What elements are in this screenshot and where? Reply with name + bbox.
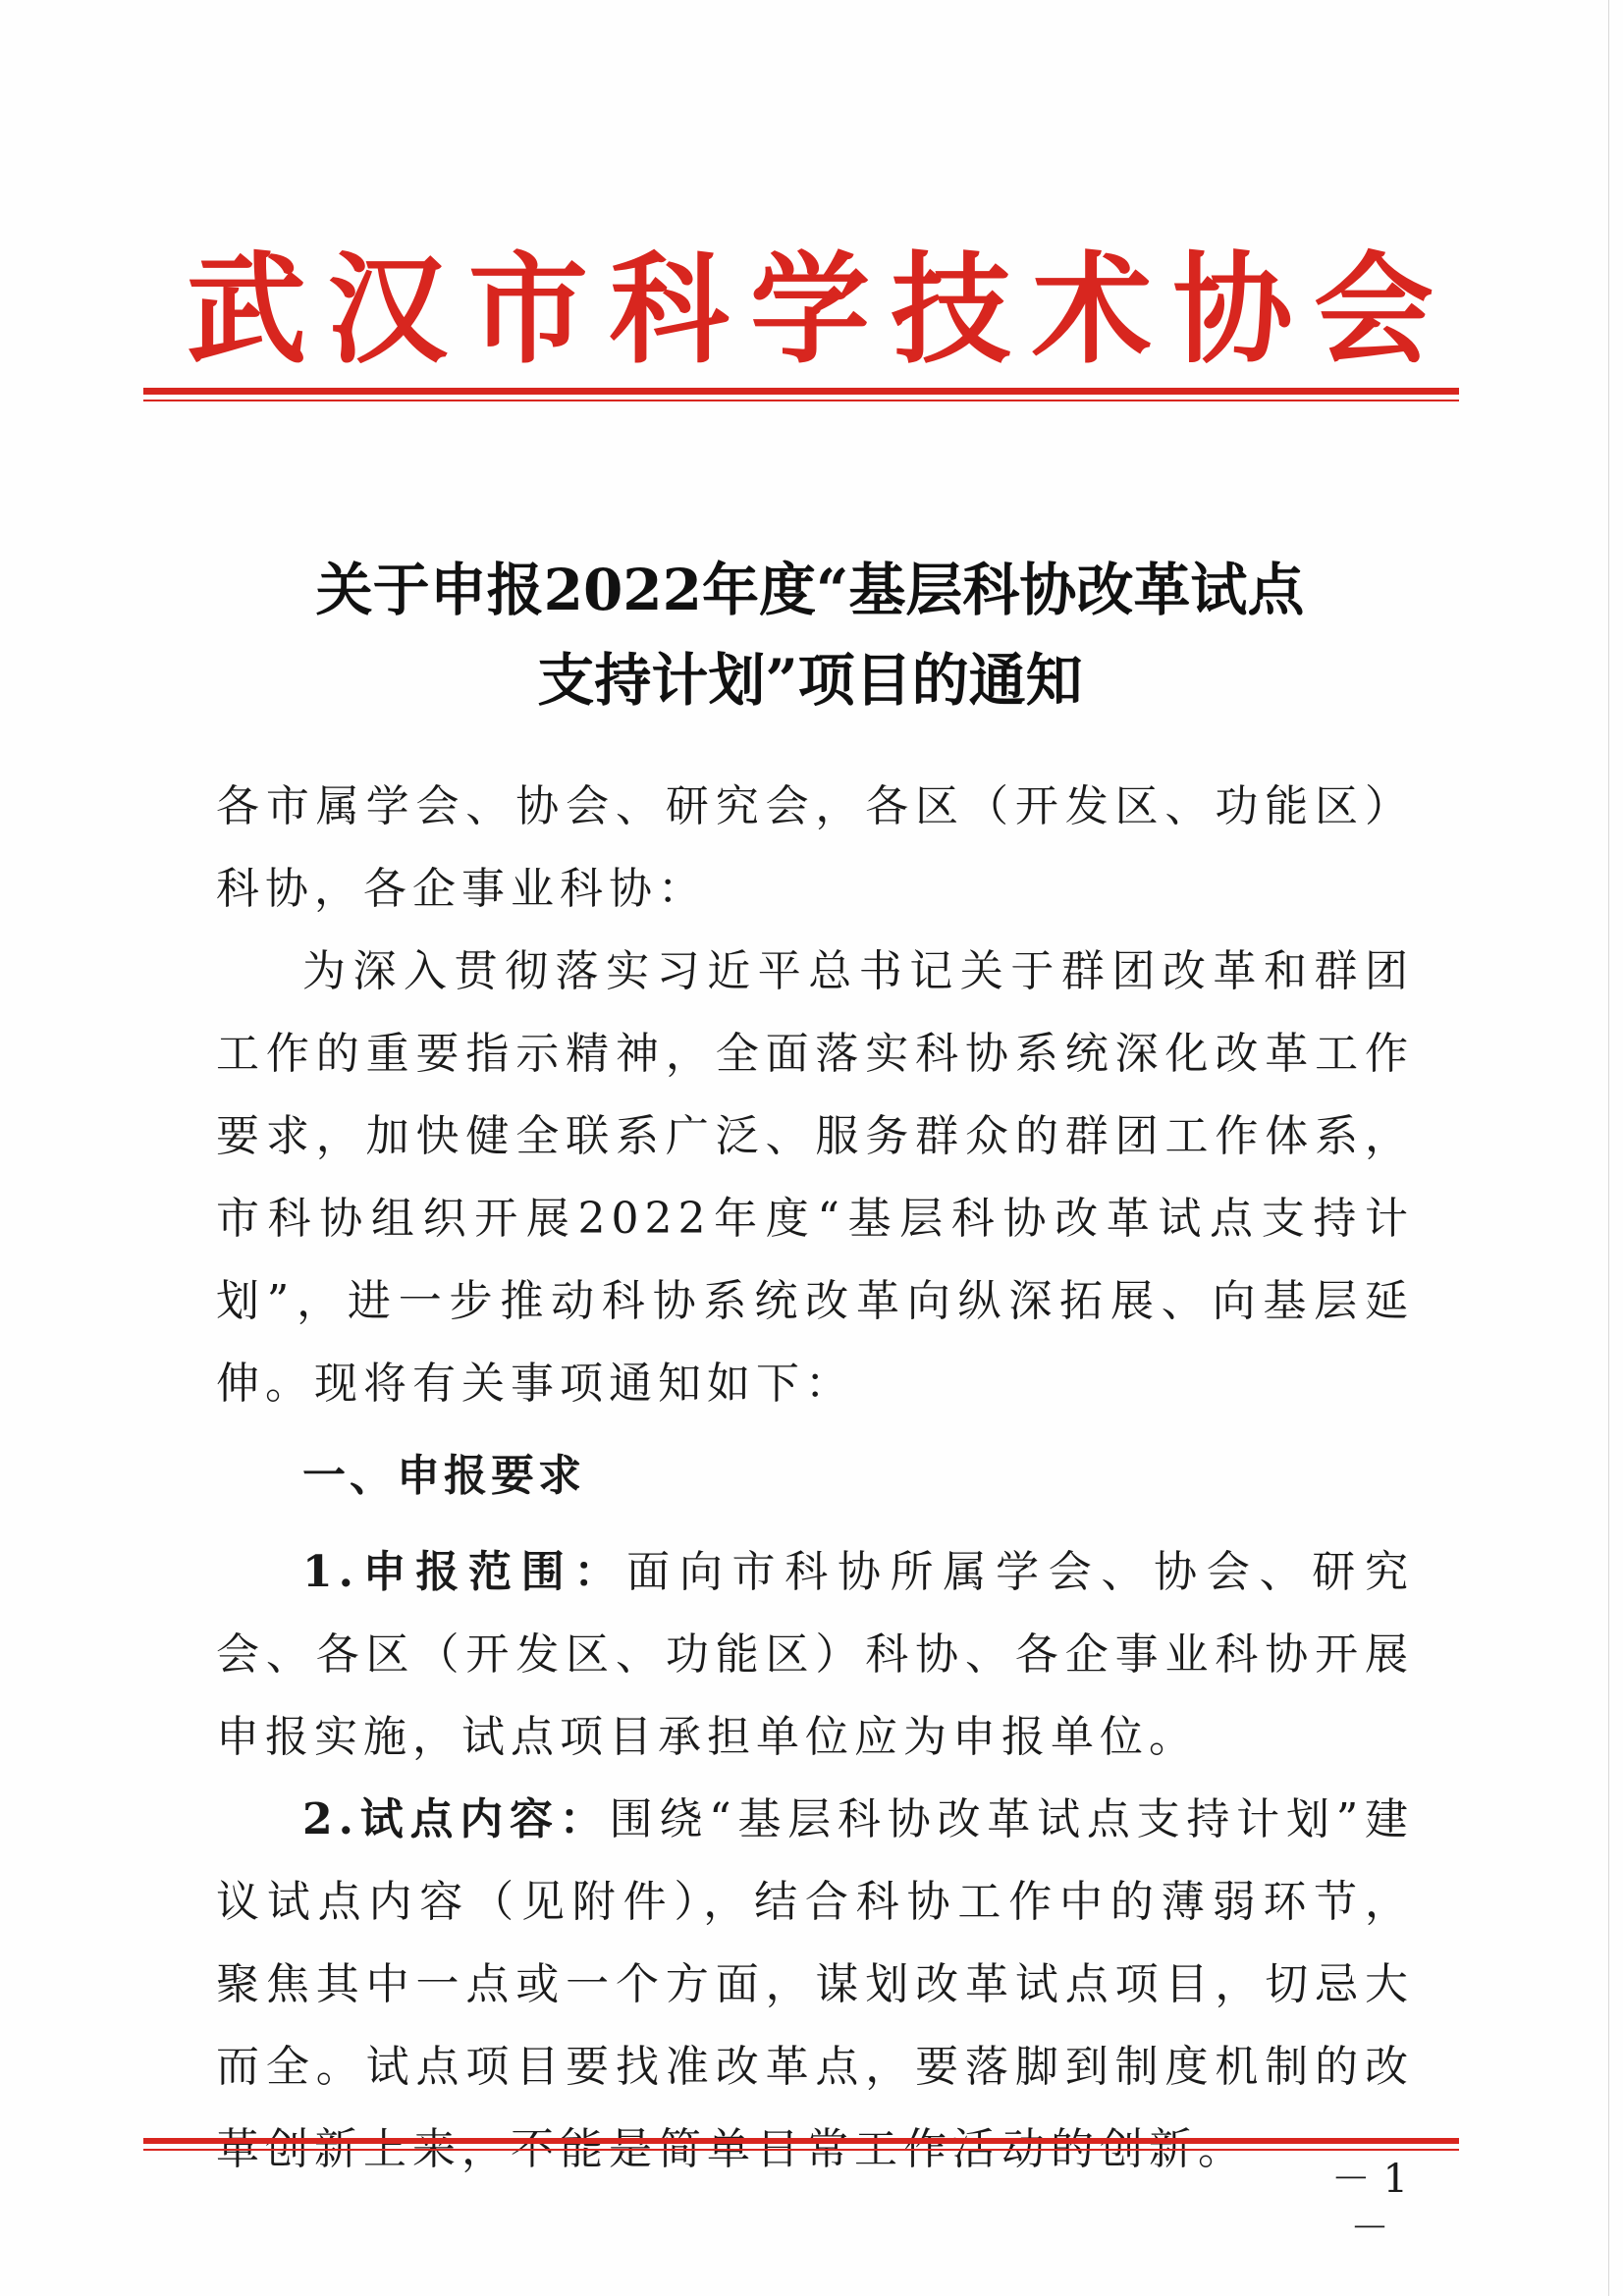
scan-edge-line [1608, 0, 1609, 2296]
letterhead-char: 术 [1032, 239, 1152, 380]
item-scope [216, 1531, 1414, 1779]
letterhead-rule-thick [143, 388, 1459, 395]
notice-body [216, 766, 1414, 2191]
page-number: － 1 － [1330, 2157, 1409, 2251]
section-heading: 一、申报要求 [302, 1451, 585, 1501]
letterhead-char: 学 [750, 239, 870, 380]
notice-title [196, 545, 1424, 725]
letterhead-char: 科 [609, 239, 730, 380]
item-content-text: 围绕“基层科协改革试点支持计划”建议试点内容（见附件），结合科协工作中的薄弱环节，聚焦其中一点或一个方面，谋划改革试点项目，切忌大而全。试点项目要找准改革点，要落脚到制度机制的改 [216, 1794, 1414, 2092]
letterhead-char: 技 [891, 239, 1011, 380]
intro-paragraph: 为深入贯彻落实习近平总书记关于群团改革和群团工作的重要指示精神，全面落实科协系统深化改革工作要求，加快健全联系广泛、服务群众的群团工作体系，市科协组织开展2022年度“基层科协改革试点支持计划”，进一步推动科协系统改革向纵深拓展、向基层延伸。现将有关事项通知如下： [216, 946, 1414, 1409]
footer-rule-thick [143, 2138, 1459, 2144]
notice-title-line1: 关于申报2022年度“基层科协改革试点 [315, 557, 1305, 623]
notice-title-line2: 支持计划”项目的通知 [537, 647, 1083, 714]
footer-rule-thin [143, 2149, 1459, 2151]
letterhead-char: 协 [1172, 239, 1293, 380]
letterhead-char: 市 [468, 239, 588, 380]
letterhead-rule-thin [143, 400, 1459, 401]
letterhead-title [187, 236, 1434, 383]
salutation: 各市属学会、协会、研究会，各区（开发区、功能区）科协，各企事业科协： [216, 781, 1414, 914]
letterhead-char: 会 [1314, 239, 1434, 380]
item-scope-text: 面向市科协所属学会、协会、研究会、各区（开发区、功能区）科协、各企事业科协开展申报实施，试点项目承担单位应为申报单位。 [216, 1547, 1414, 1762]
item-scope-lead: 1.申报范围： [302, 1547, 627, 1597]
item-content [216, 1779, 1414, 2191]
item-content-lead: 2.试点内容： [302, 1794, 610, 1844]
letterhead-char: 汉 [327, 239, 448, 380]
letterhead-char: 武 [187, 239, 306, 380]
